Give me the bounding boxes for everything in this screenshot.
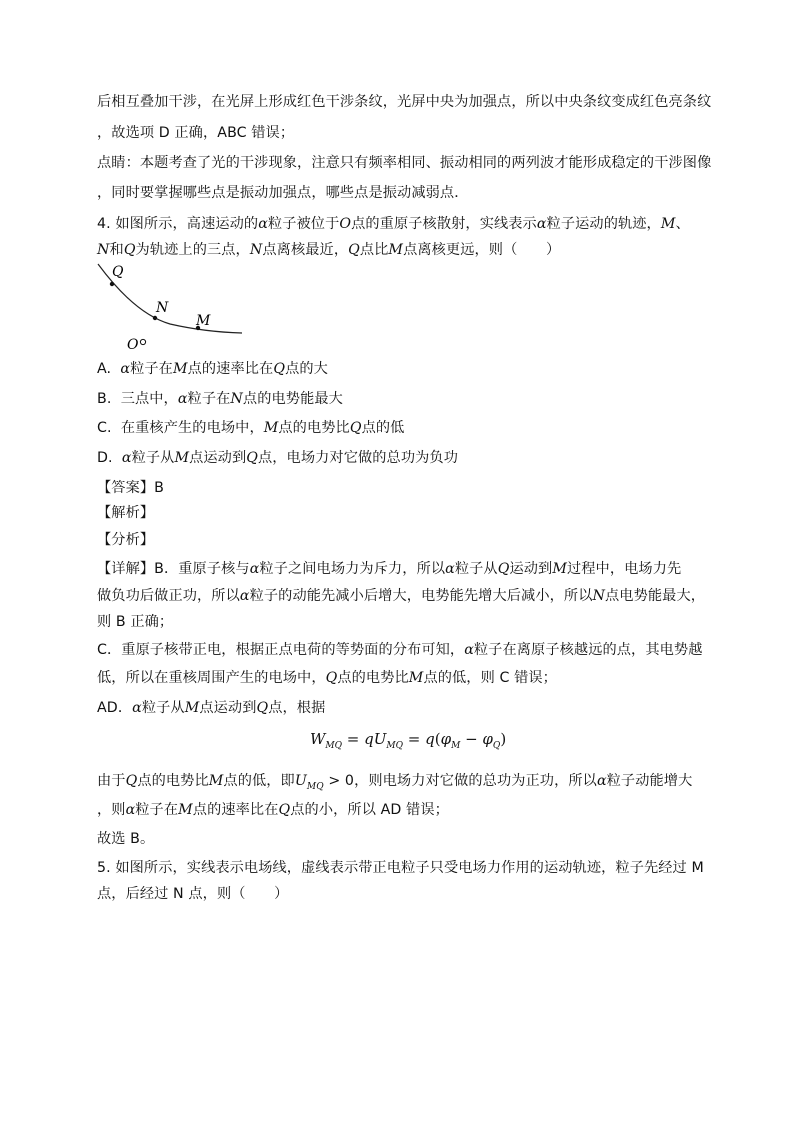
detail-line-2: 做负功后做正功，所以α粒子的动能先减小后增大，电势能先增大后减小，所以N点电势能最大， xyxy=(97,588,706,604)
detail-line-1: 【详解】B．重原子核与α粒子之间电场力为斥力，所以α粒子从Q运动到M过程中，电场力先 xyxy=(97,561,682,577)
option-d: D. α粒子从M点运动到Q点，电场力对它做的总功为负功 xyxy=(97,450,458,466)
option-a: A. α粒子在M点的速率比在Q点的大 xyxy=(97,361,328,377)
label-m: M xyxy=(196,313,211,329)
option-b: B. 三点中，α粒子在N点的电势能最大 xyxy=(97,391,343,407)
point-n xyxy=(153,316,157,320)
text-line: ，同时要掌握哪些点是振动加强点，哪些点是振动减弱点． xyxy=(97,185,469,201)
text-line: 后相互叠加干涉，在光屏上形成红色干涉条纹，光屏中央为加强点，所以中央条纹变成红色亮条纹 xyxy=(97,94,712,110)
work-equation: $W_{MQ} = qU_{MQ} = q(\varphi_M - \varphi_Q)$ xyxy=(310,730,507,751)
detail-line-4: C．重原子核带正电，根据正点电荷的等势面的分布可知，α粒子在离原子核越远的点，其电势越 xyxy=(97,642,703,658)
label-q: Q xyxy=(112,264,124,280)
text-line: ，故选项 D 正确，ABC 错误； xyxy=(97,125,295,141)
detail-line-9: 故选 B。 xyxy=(97,831,155,847)
detail-line-6: AD．α粒子从M点运动到Q点，根据 xyxy=(97,700,326,716)
detail-line-8: ，则α粒子在M点的速率比在Q点的小，所以 AD 错误； xyxy=(97,802,449,818)
question-5-line-1: 5. 如图所示，实线表示电场线，虚线表示带正电粒子只受电场力作用的运动轨迹，粒子先经过 M xyxy=(97,860,704,876)
detail-line-5: 低，所以在重核周围产生的电场中，Q点的电势比M点的低，则 C 错误； xyxy=(97,670,557,686)
nucleus-o xyxy=(140,339,145,344)
detail-line-7: 由于Q点的电势比M点的低，即$U_{MQ} > 0$，则电场力对它做的总功为正功，所以α粒子动能增大 xyxy=(97,773,693,792)
question-5-line-2: 点，后经过 N 点，则（ ） xyxy=(97,886,289,902)
option-c: C. 在重核产生的电场中，M点的电势比Q点的低 xyxy=(97,420,405,436)
question-4-line-2: N和Q为轨迹上的三点，N点离核最近，Q点比M点离核更远，则（ ） xyxy=(97,242,561,258)
point-q xyxy=(110,282,114,286)
detail-line-3: 则 B 正确； xyxy=(97,614,174,630)
answer-label: 【答案】B xyxy=(97,480,164,496)
text-line: 点睛：本题考查了光的干涉现象，注意只有频率相同、振动相同的两列波才能形成稳定的干涉图像 xyxy=(97,155,712,171)
trajectory-figure xyxy=(90,262,250,354)
analysis-label: 【解析】 xyxy=(97,505,155,521)
question-4-line-1: 4. 如图所示，高速运动的α粒子被位于O点的重原子核散射，实线表示α粒子运动的轨迹，M、 xyxy=(97,216,690,232)
label-o: O xyxy=(127,337,139,353)
label-n: N xyxy=(156,300,169,316)
fenxi-label: 【分析】 xyxy=(97,532,155,548)
